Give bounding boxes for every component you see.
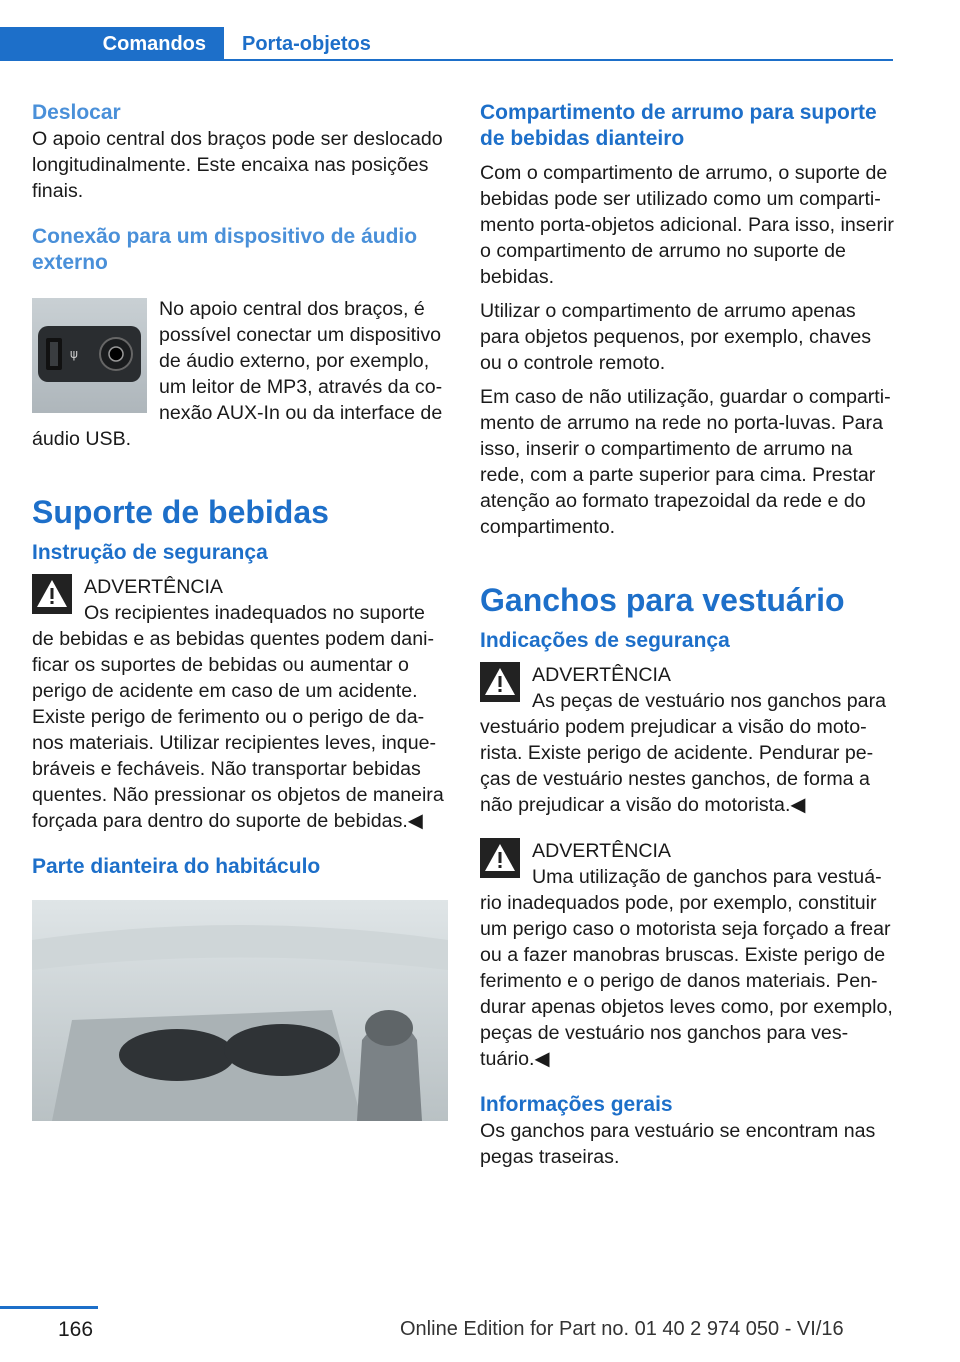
warning1-text: As peças de vestuário nos ganchos para vestuário podem prejudicar a visão do motorista. Existe perigo de acidente. Pendurar peças de vestuário nestes ganchos, de forma a não prejudicar a visão do motorista.◀ [480,690,886,816]
warning-icon [480,838,520,878]
cupholder-photo [32,900,448,1121]
compartimento-p1: Com o compartimento de arrumo, o suporte de bebidas pode ser utilizado como um compartimento porta-objetos adicional. Para isso, inserir o compartimento de arrumo no suporte de bebidas. [480,162,894,288]
warning-icon [32,574,72,614]
right-column [480,100,896,1170]
warning-icon [480,662,520,702]
tab-comandos[interactable]: Comandos [0,27,224,61]
svg-text:ψ: ψ [70,347,78,361]
deslocar-heading: Deslocar [32,101,121,124]
edition-text: Online Edition for Part no. 01 40 2 974 050 - VI/16 [400,1318,844,1340]
gerais-text: Os ganchos para vestuário se encontram nas pegas traseiras. [480,1120,876,1168]
audio-heading: Conexão para um dispositivo de áudio externo [32,225,418,274]
footer-rule [0,1306,98,1309]
left-column [32,100,448,1121]
warning1-label: ADVERTÊNCIA [532,664,672,686]
dianteira-heading: Parte dianteira do habitáculo [32,855,321,878]
suporte-bebidas-title: Suporte de bebidas [32,494,329,530]
warning-label: ADVERTÊNCIA [84,576,224,598]
ganchos-title: Ganchos para vestuário [480,582,845,618]
indicacoes-heading: Indicações de segurança [480,629,730,652]
aux-usb-port-image [32,298,147,413]
tab-porta-objetos[interactable]: Porta-objetos [242,32,371,55]
compartimento-p3: Em caso de não utilização, guardar o compartimento de arrumo na rede no porta-luvas. Para isso, inserir o compartimento de arrumo na rede, com a parte superior para cima. Prestar atenção ao formato trapezoidal da rede e do compartimento. [480,386,891,538]
compartimento-heading: Compartimento de arrumo para suporte de bebidas dianteiro [480,101,877,150]
seguranca-heading: Instrução de segurança [32,541,268,564]
deslocar-text: O apoio central dos braços pode ser deslocado longitudinalmente. Este encaixa nas posições finais. [32,128,443,202]
warning2-label: ADVERTÊNCIA [532,840,672,862]
gerais-heading: Informações gerais [480,1093,673,1116]
header-tabs [0,27,893,61]
page-number: 166 [58,1318,94,1341]
compartimento-p2: Utilizar o compartimento de arrumo apenas para objetos pequenos, por exemplo, chaves ou o controle remoto. [480,300,872,374]
header-rule [224,59,893,61]
warning2-text: Uma utilização de ganchos para vestuário inadequados pode, por exemplo, constituir um perigo caso o motorista seja forçado a frear ou a fazer manobras bruscas. Existe perigo de ferimento e o perigo de danos materiais. Pendurar apenas objetos leves como, por exemplo, peças de vestuário nos ganchos para vestuário.◀ [480,866,893,1070]
warning-text: Os recipientes inadequados no suporte de bebidas e as bebidas quentes podem danificar os suportes de bebidas ou aumentar o perigo de acidente em caso de um acidente. Existe perigo de ferimento ou o perigo de danos materiais. Utilizar recipientes leves, inquebráveis e fecháveis. Não transportar bebidas quentes. Não pressionar os objetos de maneira forçada para dentro do suporte de bebidas.◀ [32,602,444,832]
audio-text: No apoio central dos braços, é possível conectar um dispositivo de áudio externo, por exemplo, um leitor de MP3, através da conexão AUX-In ou da interface de áudio USB. [32,298,443,450]
